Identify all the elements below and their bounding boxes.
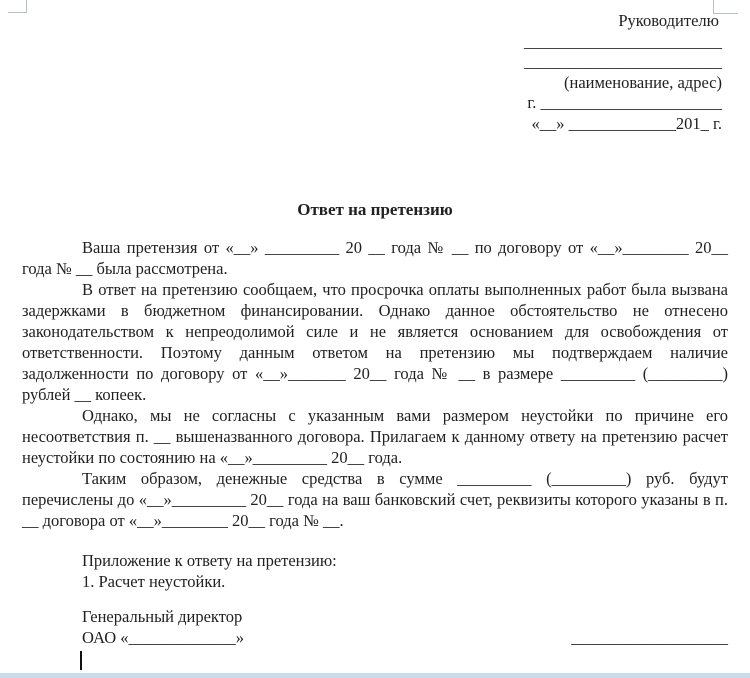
paragraph-penalty-disagreement[interactable]: Однако, мы не согласны с указанным вами размером неустойки по причине его несоответствия п. __ вышеназванного договора. Прилагаем к данному ответу на претензию расчет неустойки по состоянию на «__»_________ 20__ года. <box>22 406 728 467</box>
blank-line[interactable]: ________________________ <box>524 31 722 51</box>
signer-role[interactable]: Генеральный директор <box>82 607 243 626</box>
paragraph-payment-terms[interactable]: Таким образом, денежные средства в сумме _________ (_________) руб. будут перечислены до «__»_________ 20__ года на ваш банковский счет, реквизиты которого указаны в п. __ договора от «__»________ 20__ года № __. <box>22 469 728 530</box>
signature-block <box>82 606 728 648</box>
text-area[interactable] <box>22 0 728 648</box>
document-title[interactable]: Ответ на претензию <box>297 200 453 219</box>
paragraph-claim-reviewed[interactable]: Ваша претензия от «__» _________ 20 __ года № __ по договору от «__»________ 20__ года № __ была рассмотрена. <box>22 238 728 278</box>
appendix-item[interactable]: 1. Расчет неустойки. <box>82 572 226 591</box>
name-address-caption[interactable]: (наименование, адрес) <box>564 72 722 92</box>
appendix-title[interactable]: Приложение к ответу на претензию: <box>82 551 337 570</box>
blank-line[interactable]: ________________________ <box>524 52 722 72</box>
date-line[interactable]: «__» _____________201_ г. <box>531 113 722 133</box>
appendix-block <box>82 550 728 592</box>
paragraph-debt-acknowledged[interactable]: В ответ на претензию сообщаем, что просрочка оплаты выполненных работ была вызвана задержками в бюджетном финансировании. Однако данное обстоятельство не отнесено законодательством к непреодолимой силе и не является основанием для освобождения от ответственности. Поэтому данным ответом на претензию мы подтверждаем наличие задолженности по договору от «__»_______ 20__ года № __ в размере _________ (_________) рублей __ копеек. <box>22 280 728 404</box>
text-cursor <box>80 651 82 670</box>
recipient-title[interactable]: Руководителю <box>618 11 719 30</box>
bottom-strip <box>0 673 750 678</box>
city-line[interactable]: г. ______________________ <box>527 93 722 113</box>
signature-line[interactable]: ___________________ <box>571 628 728 647</box>
signer-org[interactable]: ОАО «_____________» <box>82 628 244 647</box>
